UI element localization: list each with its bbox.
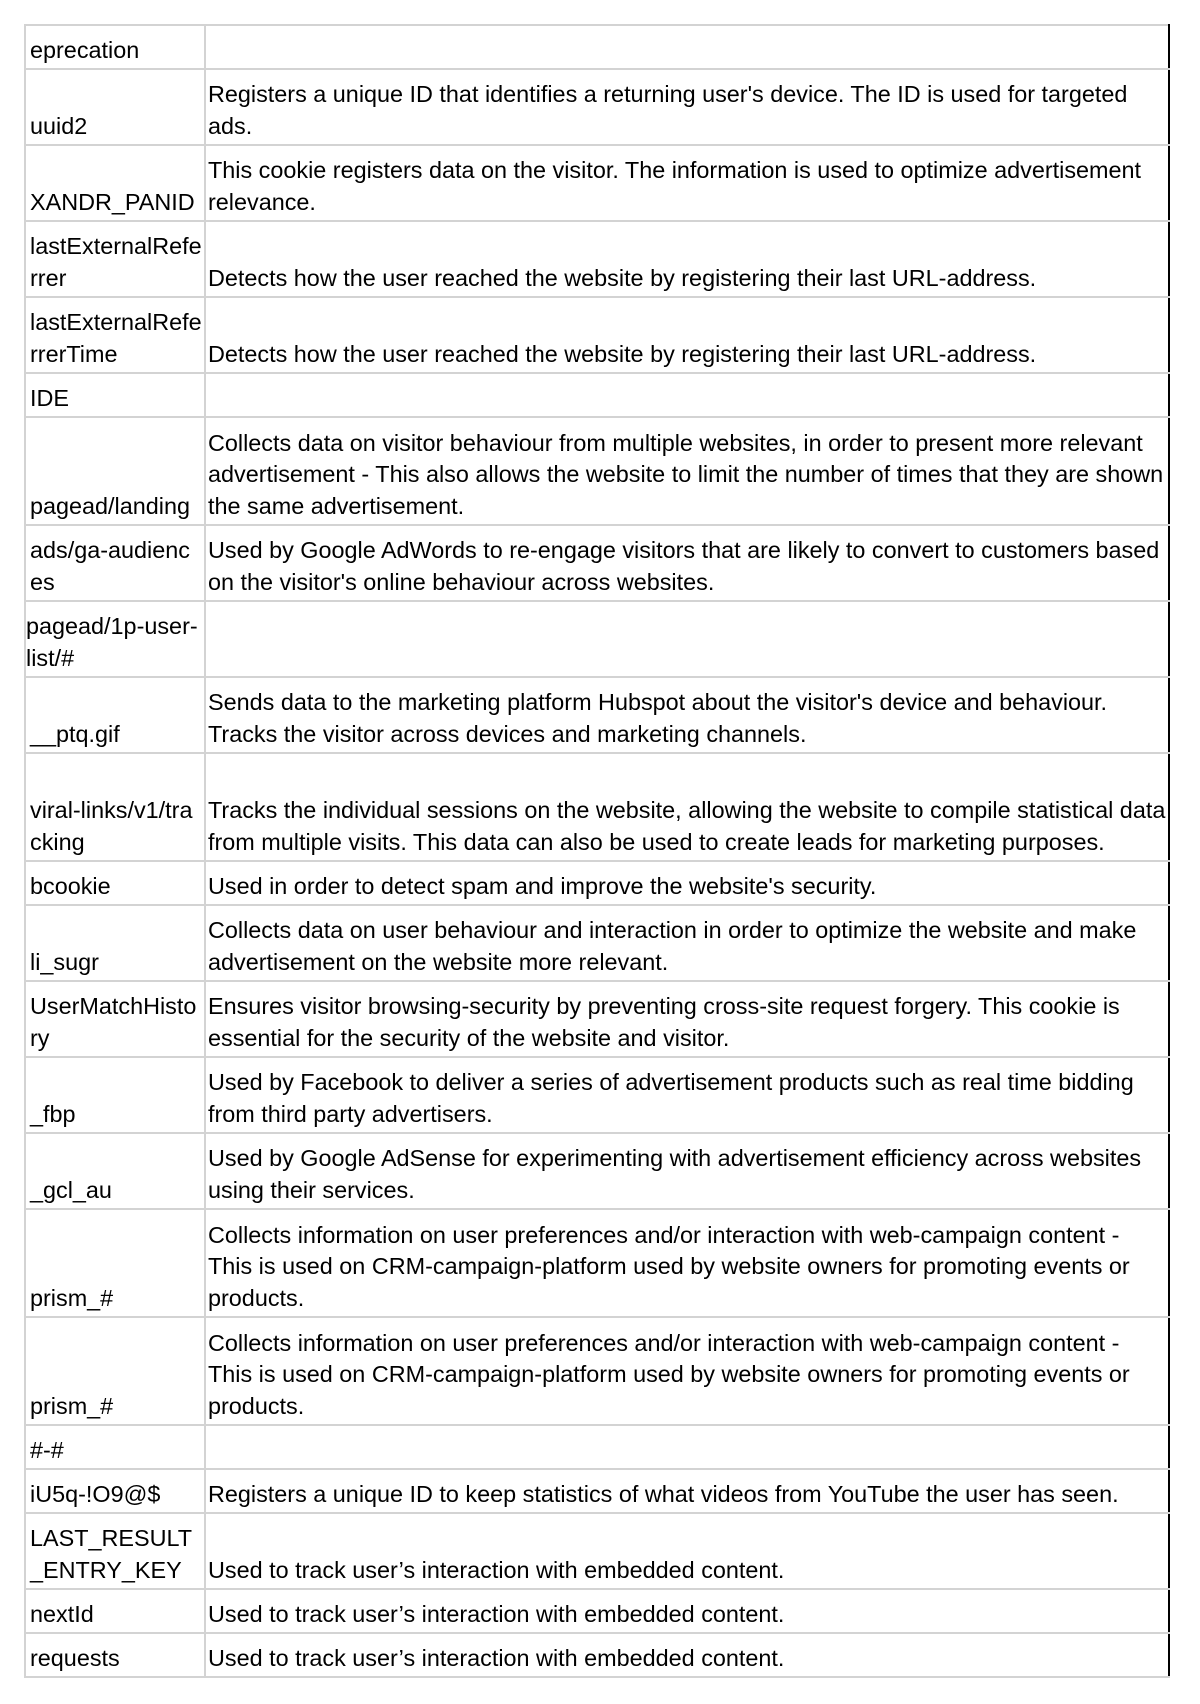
table-row (25, 861, 1169, 905)
cookie-description: Used to track user’s interaction with embedded content. (205, 1633, 1169, 1677)
cookie-name: LAST_RESULT_ENTRY_KEY (25, 1513, 205, 1589)
cookie-name: pagead/1p-user-list/# (25, 601, 205, 677)
cookie-description: Ensures visitor browsing-security by preventing cross-site request forgery. This cookie is essential for the security of the website and visitor. (205, 981, 1169, 1057)
table-row (25, 1633, 1169, 1677)
table-row (25, 905, 1169, 981)
cookie-description (205, 601, 1169, 677)
cookie-name: viral-links/v1/tracking (25, 753, 205, 861)
cookie-description (205, 373, 1169, 417)
cookie-name: iU5q-!O9@$ (25, 1469, 205, 1513)
table-row (25, 981, 1169, 1057)
cookie-description: Detects how the user reached the website by registering their last URL-address. (205, 297, 1169, 373)
cookie-description: Registers a unique ID that identifies a returning user's device. The ID is used for targeted ads. (205, 69, 1169, 145)
cookie-name: XANDR_PANID (25, 145, 205, 221)
cookie-description: Collects data on visitor behaviour from multiple websites, in order to present more relevant advertisement - This also allows the website to limit the number of times that they are shown the same advertisement. (205, 417, 1169, 525)
cookie-description: Sends data to the marketing platform Hubspot about the visitor's device and behaviour. Tracks the visitor across devices and marketing channels. (205, 677, 1169, 753)
cookie-name: eprecation (25, 25, 205, 69)
cookie-description: Collects information on user preferences and/or interaction with web-campaign content - This is used on CRM-campaign-platform used by website owners for promoting events or products. (205, 1317, 1169, 1425)
cookie-description: Used by Google AdSense for experimenting with advertisement efficiency across websites using their services. (205, 1133, 1169, 1209)
cookie-name: _fbp (25, 1057, 205, 1133)
cookie-description (205, 1425, 1169, 1469)
cookie-description: This cookie registers data on the visitor. The information is used to optimize advertisement relevance. (205, 145, 1169, 221)
table-row (25, 525, 1169, 601)
cookie-name: nextId (25, 1589, 205, 1633)
cookie-description: Tracks the individual sessions on the website, allowing the website to compile statistical data from multiple visits. This data can also be used to create leads for marketing purposes. (205, 753, 1169, 861)
cookie-name: ads/ga-audiences (25, 525, 205, 601)
table-row (25, 25, 1169, 69)
table-row (25, 1425, 1169, 1469)
cookie-description: Used to track user’s interaction with embedded content. (205, 1589, 1169, 1633)
cookie-name: prism_# (25, 1209, 205, 1317)
cookie-name: lastExternalReferrerTime (25, 297, 205, 373)
cookie-name: UserMatchHistory (25, 981, 205, 1057)
cookie-name: _gcl_au (25, 1133, 205, 1209)
table-row (25, 1057, 1169, 1133)
cookie-name: __ptq.gif (25, 677, 205, 753)
table-row (25, 373, 1169, 417)
cookie-description (205, 25, 1169, 69)
cookie-name: IDE (25, 373, 205, 417)
table-row (25, 1133, 1169, 1209)
cookie-description: Collects information on user preferences and/or interaction with web-campaign content - This is used on CRM-campaign-platform used by website owners for promoting events or products. (205, 1209, 1169, 1317)
table-row (25, 69, 1169, 145)
table-row (25, 221, 1169, 297)
table-row (25, 297, 1169, 373)
page (24, 24, 1168, 1678)
cookie-name: #-# (25, 1425, 205, 1469)
table-row (25, 1589, 1169, 1633)
cookie-description: Detects how the user reached the website by registering their last URL-address. (205, 221, 1169, 297)
cookie-name: uuid2 (25, 69, 205, 145)
table-row (25, 145, 1169, 221)
table-row (25, 1209, 1169, 1317)
cookie-name: li_sugr (25, 905, 205, 981)
cookie-name: requests (25, 1633, 205, 1677)
table-row (25, 417, 1169, 525)
table-row (25, 753, 1169, 861)
cookie-description: Used in order to detect spam and improve the website's security. (205, 861, 1169, 905)
cookie-description: Registers a unique ID to keep statistics of what videos from YouTube the user has seen. (205, 1469, 1169, 1513)
table-row (25, 601, 1169, 677)
cookie-description: Used by Google AdWords to re-engage visitors that are likely to convert to customers based on the visitor's online behaviour across websites. (205, 525, 1169, 601)
cookie-description: Used to track user’s interaction with embedded content. (205, 1513, 1169, 1589)
table-row (25, 1469, 1169, 1513)
cookie-name: prism_# (25, 1317, 205, 1425)
cookie-description: Collects data on user behaviour and interaction in order to optimize the website and make advertisement on the website more relevant. (205, 905, 1169, 981)
cookie-description: Used by Facebook to deliver a series of advertisement products such as real time bidding from third party advertisers. (205, 1057, 1169, 1133)
cookie-name: pagead/landing (25, 417, 205, 525)
cookie-table (24, 24, 1170, 1678)
cookie-name: lastExternalReferrer (25, 221, 205, 297)
cookie-name: bcookie (25, 861, 205, 905)
table-row (25, 677, 1169, 753)
table-row (25, 1317, 1169, 1425)
table-row (25, 1513, 1169, 1589)
